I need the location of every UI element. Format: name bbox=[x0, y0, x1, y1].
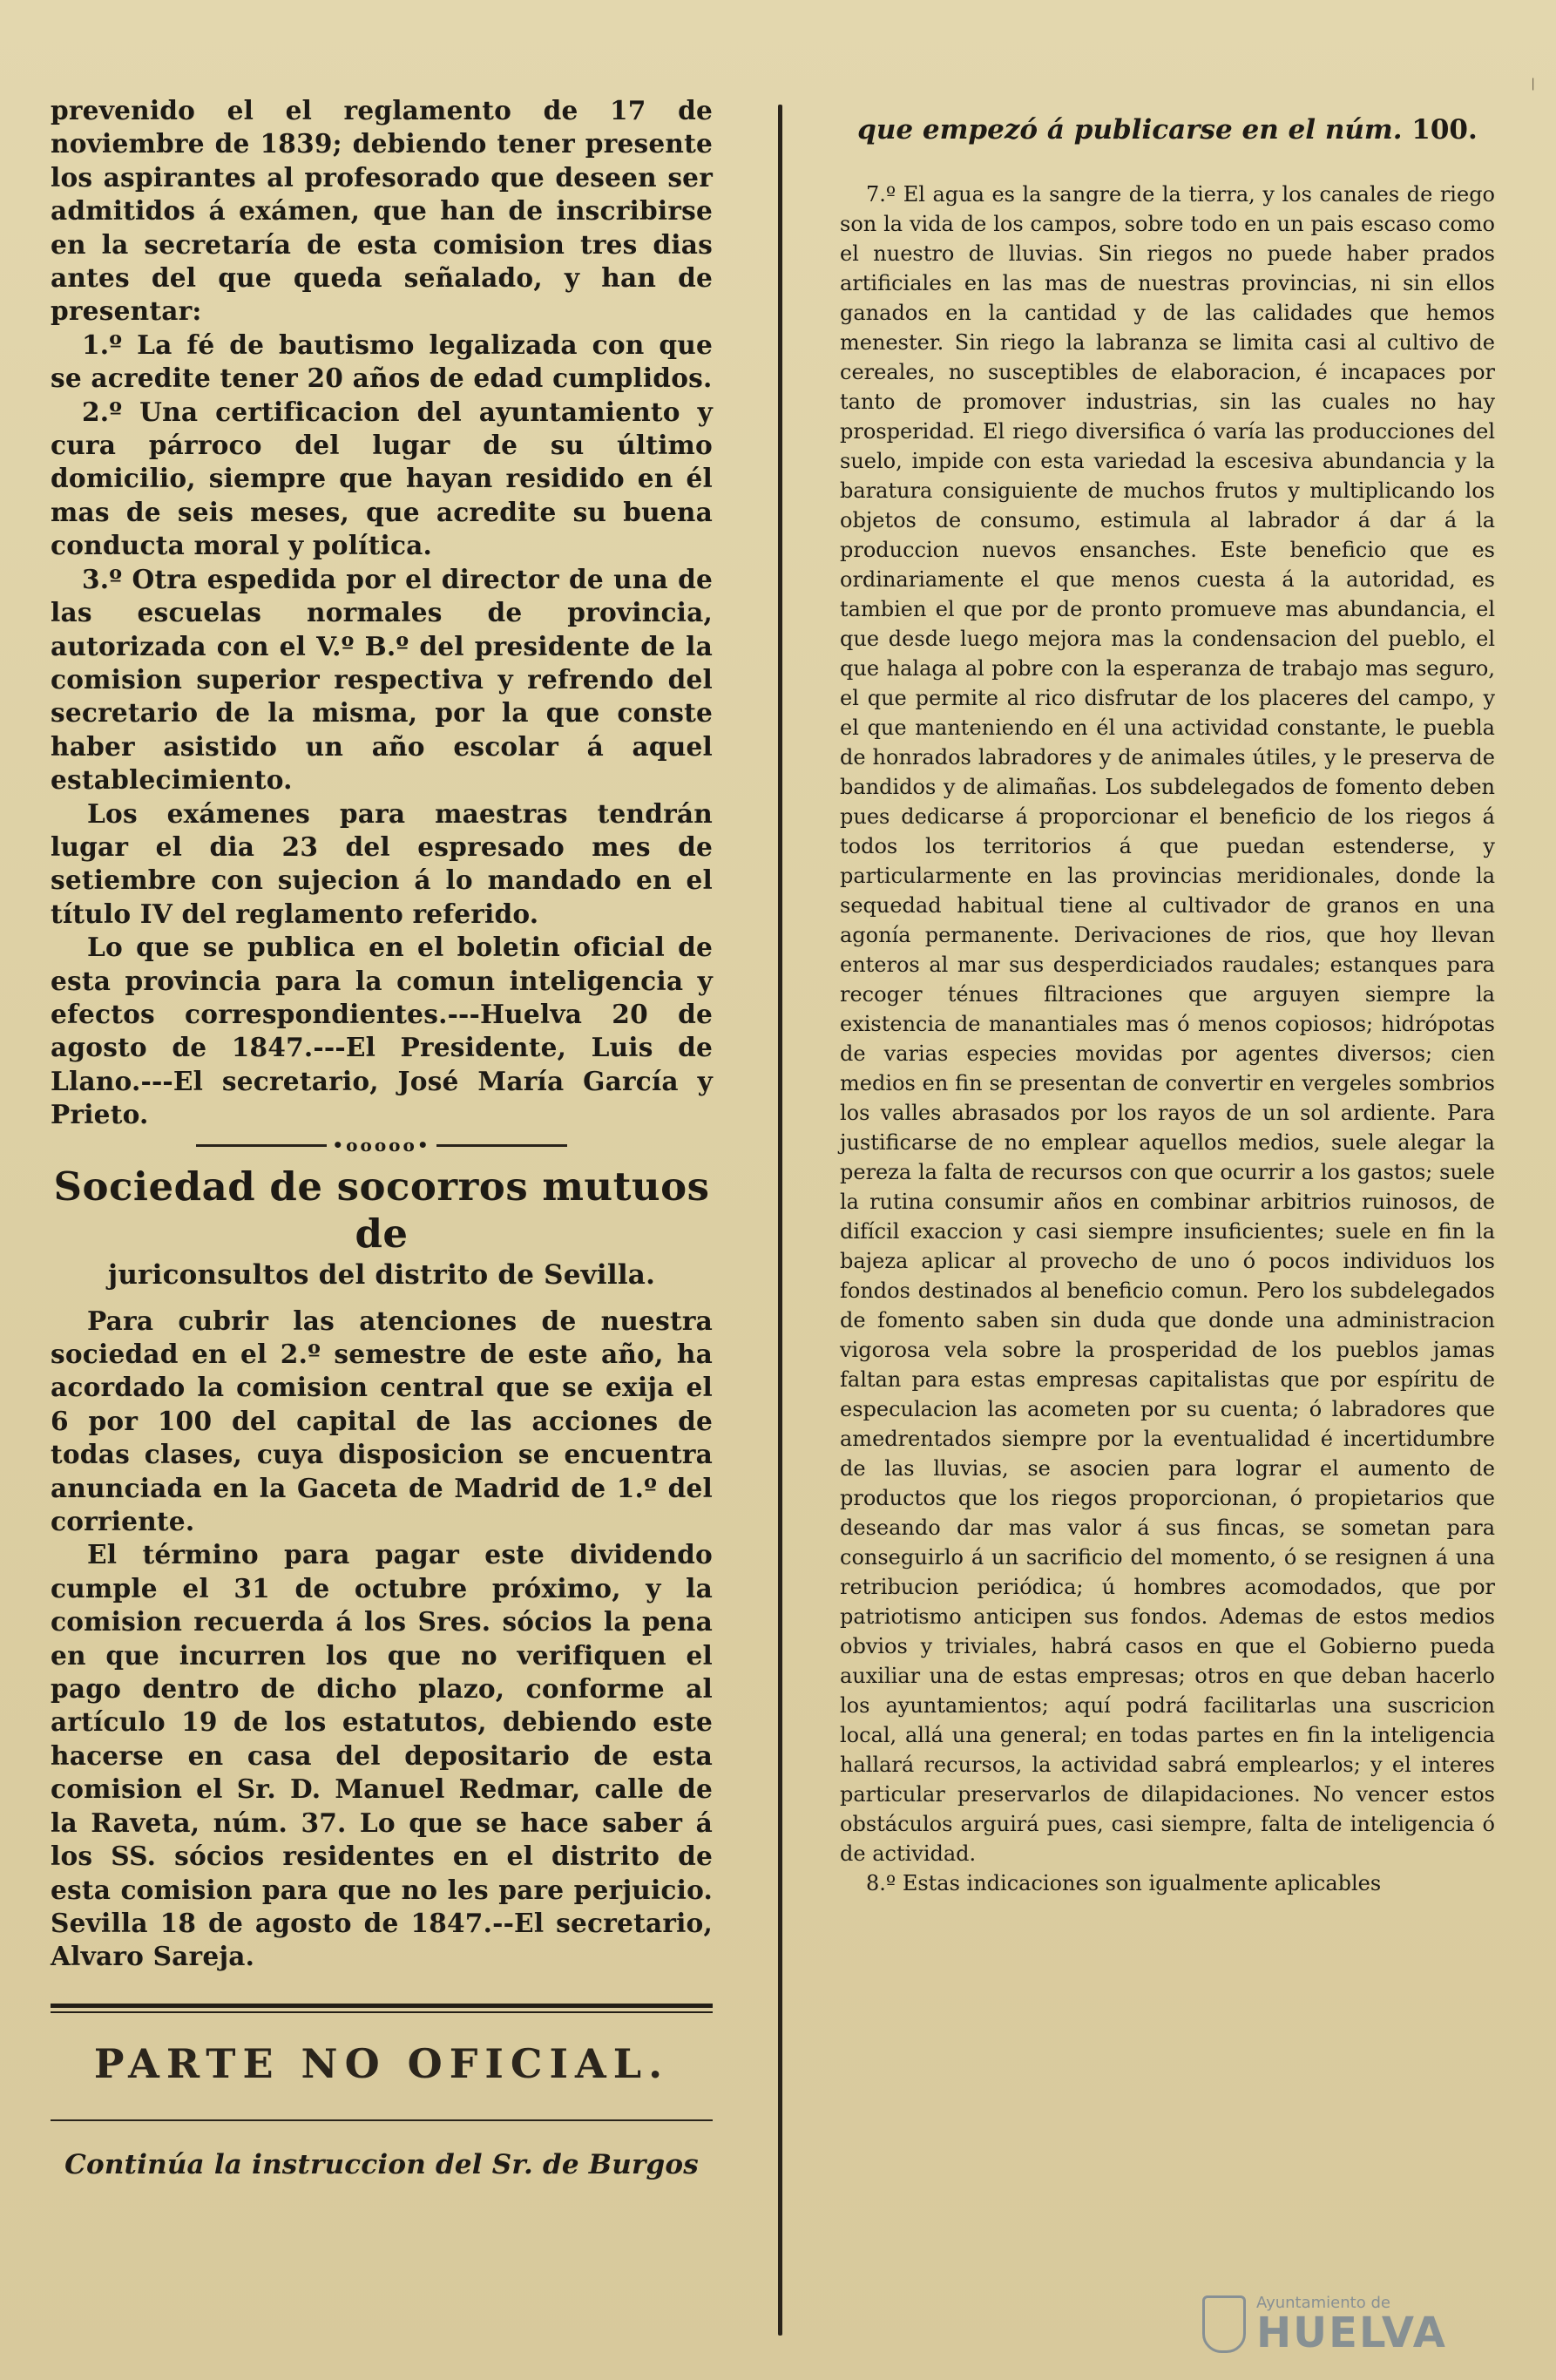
section-subtitle: juriconsultos del distrito de Sevilla. bbox=[107, 1258, 656, 1291]
fleuron-bar-left bbox=[196, 1144, 327, 1147]
right-heading-text: que empezó á publicarse en el núm. bbox=[857, 114, 1403, 146]
rule-below-parte bbox=[51, 2119, 713, 2121]
right-heading bbox=[840, 112, 1495, 148]
fleuron-bar-right bbox=[436, 1144, 567, 1147]
coat-of-arms-icon bbox=[1202, 2295, 1246, 2353]
double-rule bbox=[51, 2004, 713, 2013]
fleuron-ornament: •ooooo• bbox=[332, 1135, 431, 1156]
paragraph-exams: Los exámenes para maestras tendrán lugar el dia 23 del espresado mes de setiembre con sujecion á lo mandado en el título IV del reglamento referido. bbox=[51, 797, 713, 929]
section-paragraph-2: El término para pagar este dividendo cumple el 31 de octubre próximo, y la comision recuerda á los Sres. sócios la pena en que incurren los que no verifiquen el pago dentro de dicho plazo, conforme al artículo 19 de los estatutos, debiendo este hacerse en casa del depositario de esta comision el Sr. D. Manuel Redmar, calle de la Raveta, núm. 37. Lo que se hace saber á los SS. sócios residentes en el distrito de esta comision para que no les pare perjuicio. Sevilla 18 de agosto de 1847.--El secretario, Alvaro Sareja. bbox=[51, 1539, 713, 1972]
corner-mark: | bbox=[1531, 77, 1535, 91]
requirement-item-3: 3.º Otra espedida por el director de una de las escuelas normales de provincia, autorizada con el V.º B.º del presidente de la comision superior respectiva y refrendo del secretario de la misma, por la que conste haber asistido un año escolar á aquel establecimiento. bbox=[51, 563, 713, 796]
paragraph-8: 8.º Estas indicaciones son igualmente aplicables bbox=[866, 1871, 1382, 1895]
section-title: Sociedad de socorros mutuos de bbox=[53, 1163, 710, 1257]
left-text-block bbox=[51, 94, 713, 2182]
requirement-item-2: 2.º Una certificacion del ayuntamiento y cura párroco del lugar de su último domicilio, siempre que hayan residido en él mas de seis meses, que acredite su buena conducta moral y política. bbox=[51, 396, 713, 561]
paragraph-continued: prevenido el el reglamento de 17 de noviembre de 1839; debiendo tener presente los aspirantes al profesorado que deseen ser admitidos á exámen, que han de inscribirse en la secretaría de esta comision tres dias antes del que queda señalado, y han de presentar: bbox=[51, 95, 713, 327]
watermark-small-text: Ayuntamiento de bbox=[1256, 2294, 1390, 2312]
parte-no-oficial-title: PARTE NO OFICIAL. bbox=[93, 2039, 670, 2087]
watermark-big-text: HUELVA bbox=[1256, 2309, 1447, 2357]
paragraph-signature: Lo que se publica en el boletin oficial de esta provincia para la comun inteligencia y efectos correspondientes.---Huelva 20 de agosto de 1847.---El Presidente, Luis de Llano.---El secretario, José María García y Prieto. bbox=[51, 932, 713, 1130]
paragraph-7: 7.º El agua es la sangre de la tierra, y los canales de riego son la vida de los campos, sobre todo en un pais escaso como el nuestro de lluvias. Sin riegos no puede haber prados artificiales en las mas de nuestras provincias, ni sin ellos ganados en la cantidad y de las calidades que hemos menester. Sin riego la labranza se limita casi al cultivo de cereales, no susceptibles de elaboracion, é incapaces por tanto de promover industrias, sin las cuales no hay prosperidad. El riego diversifica ó varía las producciones del suelo, impide con esta variedad la escesiva abundancia y la baratura consiguiente de muchos frutos y multiplicando los objetos de consumo, estimula al labrador á dar á la produccion nuevos ensanches. Este beneficio que es ordinariamente el que menos cuesta á la autoridad, es tambien el que por de pronto promueve mas abundancia, el que desde luego mejora mas la condensacion del pueblo, el que halaga al pobre con la esperanza de trabajo mas seguro, el que permite al rico disfrutar de los placeres del campo, y el que manteniendo en él una actividad constante, le puebla de honrados labradores y de animales útiles, y le preserva de bandidos y de alimañas. Los subdelegados de fomento deben pues dedicarse á proporcionar el beneficio de los riegos á todos los territorios á que puedan estenderse, y particularmente en las provincias meridionales, donde la sequedad habitual tiene al cultivador de granos en una agonía permanente. Derivaciones de rios, que hoy llevan enteros al mar sus desperdiciados raudales; estanques para recoger ténues filtraciones que arguyen siempre la existencia de manantiales mas ó menos copiosos; hidrópotas de varias especies movidas por agentes diversos; cien medios en fin se presentan de convertir en vergeles sombrios los valles abrasados por los rayos de un sol ardiente. Para justificarse de no emplear aquellos medios, suele alegar la pereza la falta de recursos con que ocurrir a los gastos; suele la rutina consumir años en combinar arbitrios ruinosos, de difícil exaccion y casi siempre insuficientes; suele en fin la bajeza aplicar al provecho de uno ó pocos individuos los fondos destinados al beneficio comun. Pero los subdelegados de fomento saben sin duda que donde una administracion vigorosa vela sobre la prosperidad de los pueblos jamas faltan para estas empresas capitalistas que por espíritu de especulacion las acometen por su cuenta; ó labradores que amedrentados siempre por la eventualidad é incertidumbre de las lluvias, se asocien para lograr el aumento de productos que los riegos proporcionan, ó propietarios que deseando dar mas valor á sus fincas, se sometan para conseguirlo á un sacrificio del momento, ó se resignen á una retribucion periódica; ú hombres acomodados, que por patriotismo anticipen sus fondos. Ademas de estos medios obvios y triviales, habrá casos en que el Gobierno pueda auxiliar una de estas empresas; otros en que deban hacerlo los ayuntamientos; aquí podrá facilitarlas una suscricion local, allá una general; en todas partes en fin la inteligencia hallará recursos, la actividad sabrá emplearlos; y el interes particular preservarlos de dilapidaciones. No vencer estos obstáculos arguirá pues, casi siempre, falta de inteligencia ó de actividad. bbox=[840, 182, 1495, 1866]
section-paragraph-1: Para cubrir las atenciones de nuestra sociedad en el 2.º semestre de este año, ha acordado la comision central que se exija el 6 por 100 del capital de las acciones de todas clases, cuya disposicion se encuentra anunciada en la Gaceta de Madrid de 1.º del corriente. bbox=[51, 1305, 713, 1537]
requirement-item-1: 1.º La fé de bautismo legalizada con que se acredite tener 20 años de edad cumplidos. bbox=[51, 329, 713, 394]
rule-thin bbox=[51, 2011, 713, 2013]
right-text-block bbox=[840, 180, 1495, 1898]
right-column bbox=[840, 94, 1495, 1898]
rule-thick bbox=[51, 2004, 713, 2008]
left-column bbox=[51, 94, 713, 2182]
continua-heading: Continúa la instruccion del Sr. de Burgos bbox=[64, 2148, 699, 2180]
right-heading-number: 100. bbox=[1411, 114, 1478, 146]
watermark-text bbox=[1256, 2294, 1447, 2357]
fleuron-divider bbox=[51, 1136, 713, 1156]
watermark-huelva bbox=[1202, 2289, 1533, 2359]
column-divider bbox=[778, 105, 782, 2336]
